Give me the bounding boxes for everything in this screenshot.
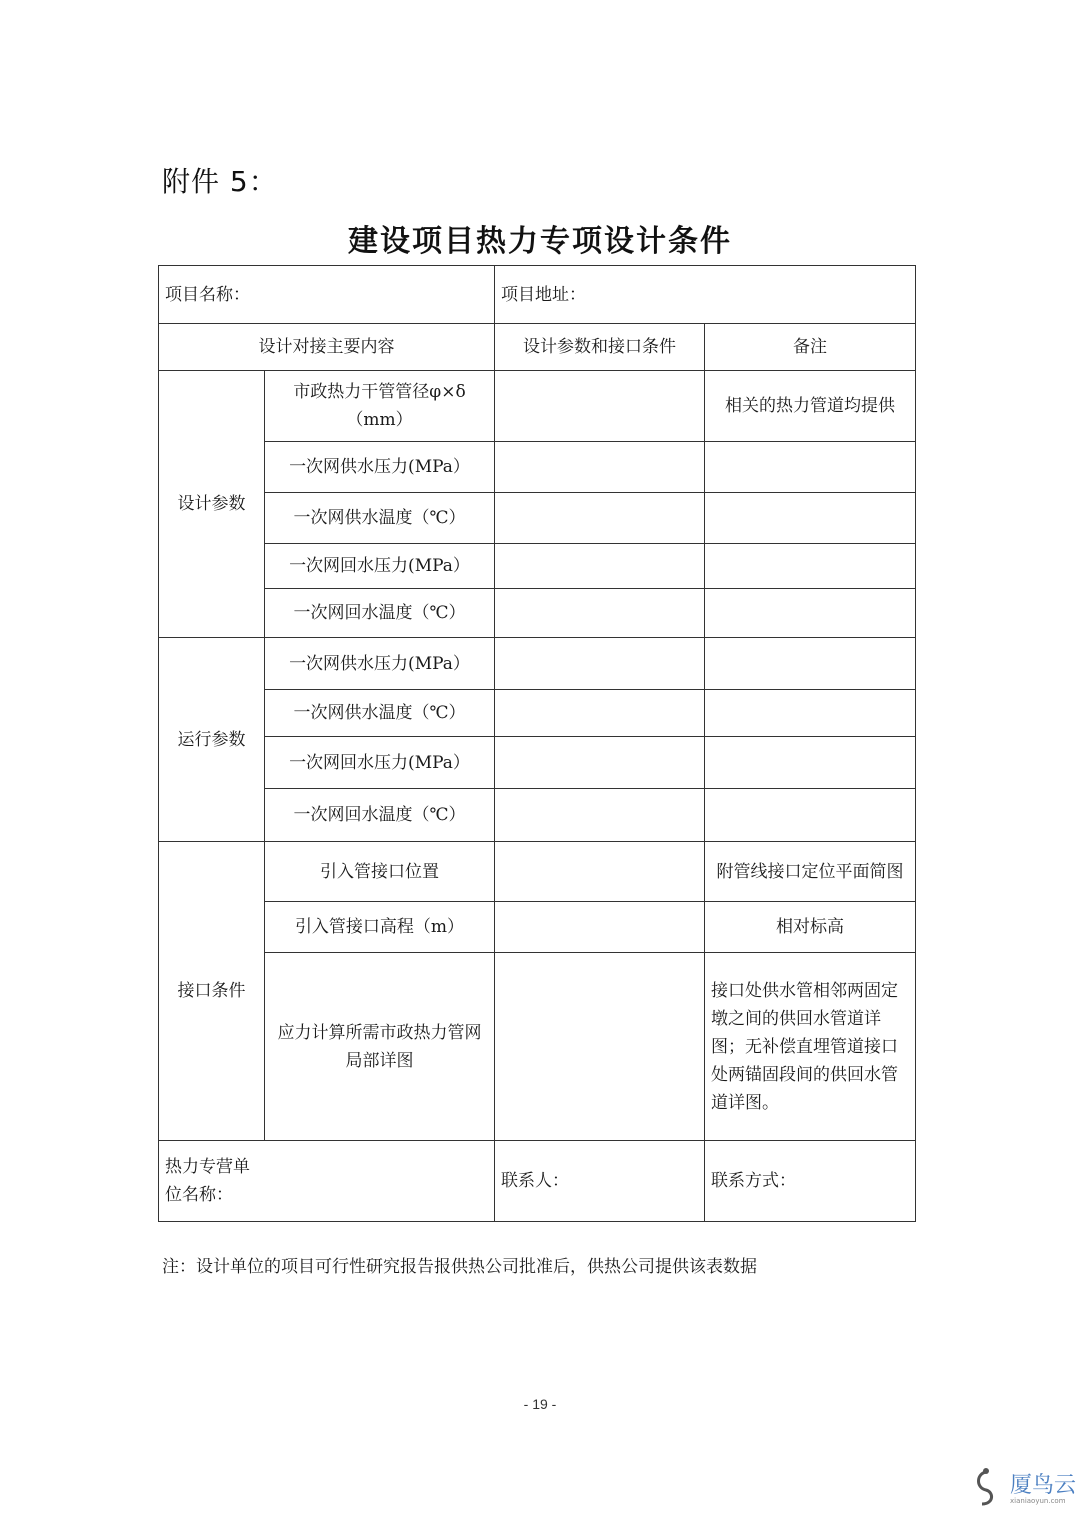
row-item: 一次网回水压力(MPa） bbox=[265, 544, 495, 589]
row-remark[interactable] bbox=[705, 589, 916, 638]
design-conditions-table bbox=[158, 265, 916, 1222]
row-item: 应力计算所需市政热力管网局部详图 bbox=[265, 953, 495, 1141]
design-group-label: 设计参数 bbox=[159, 371, 265, 638]
header-content: 设计对接主要内容 bbox=[159, 324, 495, 371]
param-cell[interactable] bbox=[495, 589, 705, 638]
table-row bbox=[159, 789, 916, 842]
row-item: 一次网供水温度（℃） bbox=[265, 493, 495, 544]
row-item: 一次网回水温度（℃） bbox=[265, 789, 495, 842]
unit-name-label: 热力专营单位名称： bbox=[165, 1157, 250, 1205]
row-item: 一次网供水温度（℃） bbox=[265, 690, 495, 737]
param-cell[interactable] bbox=[495, 902, 705, 953]
contact-method-label: 联系方式： bbox=[711, 1171, 796, 1191]
project-info-row bbox=[159, 266, 916, 324]
interface-group-label: 接口条件 bbox=[159, 842, 265, 1141]
contact-person-cell[interactable] bbox=[495, 1141, 705, 1222]
table-row bbox=[159, 737, 916, 789]
param-cell[interactable] bbox=[495, 690, 705, 737]
table-row bbox=[159, 442, 916, 493]
table-row bbox=[159, 842, 916, 902]
table-row bbox=[159, 638, 916, 690]
project-address-label: 项目地址： bbox=[501, 284, 586, 305]
header-row bbox=[159, 324, 916, 371]
param-cell[interactable] bbox=[495, 737, 705, 789]
footer-row bbox=[159, 1141, 916, 1222]
row-item: 引入管接口位置 bbox=[265, 842, 495, 902]
param-cell[interactable] bbox=[495, 544, 705, 589]
row-remark[interactable] bbox=[705, 442, 916, 493]
contact-person-label: 联系人： bbox=[501, 1171, 569, 1191]
attachment-label: 附件 5： bbox=[162, 165, 278, 198]
contact-method-cell[interactable] bbox=[705, 1141, 916, 1222]
watermark-text: 厦鸟云 bbox=[1010, 1473, 1077, 1498]
project-address-cell[interactable] bbox=[495, 266, 916, 324]
row-remark: 相对标高 bbox=[705, 902, 916, 953]
page-number: - 19 - bbox=[523, 1396, 557, 1412]
table-row bbox=[159, 589, 916, 638]
row-remark: 接口处供水管相邻两固定墩之间的供回水管道详图；无补偿直埋管道接口处两锚固段间的供回水管道详图。 bbox=[705, 953, 916, 1141]
param-cell[interactable] bbox=[495, 371, 705, 442]
row-remark: 相关的热力管道均提供 bbox=[705, 371, 916, 442]
unit-name-cell[interactable] bbox=[159, 1141, 495, 1222]
operation-group-label: 运行参数 bbox=[159, 638, 265, 842]
table-row bbox=[159, 493, 916, 544]
param-cell[interactable] bbox=[495, 953, 705, 1141]
row-remark[interactable] bbox=[705, 690, 916, 737]
row-item: 一次网供水压力(MPa） bbox=[265, 442, 495, 493]
row-remark[interactable] bbox=[705, 638, 916, 690]
param-cell[interactable] bbox=[495, 842, 705, 902]
param-cell[interactable] bbox=[495, 789, 705, 842]
row-item: 一次网回水温度（℃） bbox=[265, 589, 495, 638]
row-remark[interactable] bbox=[705, 493, 916, 544]
header-params: 设计参数和接口条件 bbox=[495, 324, 705, 371]
row-remark[interactable] bbox=[705, 789, 916, 842]
table-row bbox=[159, 953, 916, 1141]
table-row bbox=[159, 544, 916, 589]
table-row bbox=[159, 690, 916, 737]
row-item: 一次网回水压力(MPa） bbox=[265, 737, 495, 789]
footnote: 注：设计单位的项目可行性研究报告报供热公司批准后，供热公司提供该表数据 bbox=[162, 1257, 757, 1277]
watermark-subtext: xianiaoyun.com bbox=[1010, 1497, 1066, 1505]
row-item: 一次网供水压力(MPa） bbox=[265, 638, 495, 690]
param-cell[interactable] bbox=[495, 493, 705, 544]
row-remark[interactable] bbox=[705, 737, 916, 789]
row-item: 引入管接口高程（m） bbox=[265, 902, 495, 953]
table-row bbox=[159, 371, 916, 442]
header-remarks: 备注 bbox=[705, 324, 916, 371]
param-cell[interactable] bbox=[495, 442, 705, 493]
table-row bbox=[159, 902, 916, 953]
row-remark[interactable] bbox=[705, 544, 916, 589]
project-name-cell[interactable] bbox=[159, 266, 495, 324]
row-remark: 附管线接口定位平面简图 bbox=[705, 842, 916, 902]
project-name-label: 项目名称： bbox=[165, 284, 250, 305]
row-item: 市政热力干管管径φ×δ（mm） bbox=[265, 371, 495, 442]
document-title: 建设项目热力专项设计条件 bbox=[348, 224, 732, 259]
param-cell[interactable] bbox=[495, 638, 705, 690]
